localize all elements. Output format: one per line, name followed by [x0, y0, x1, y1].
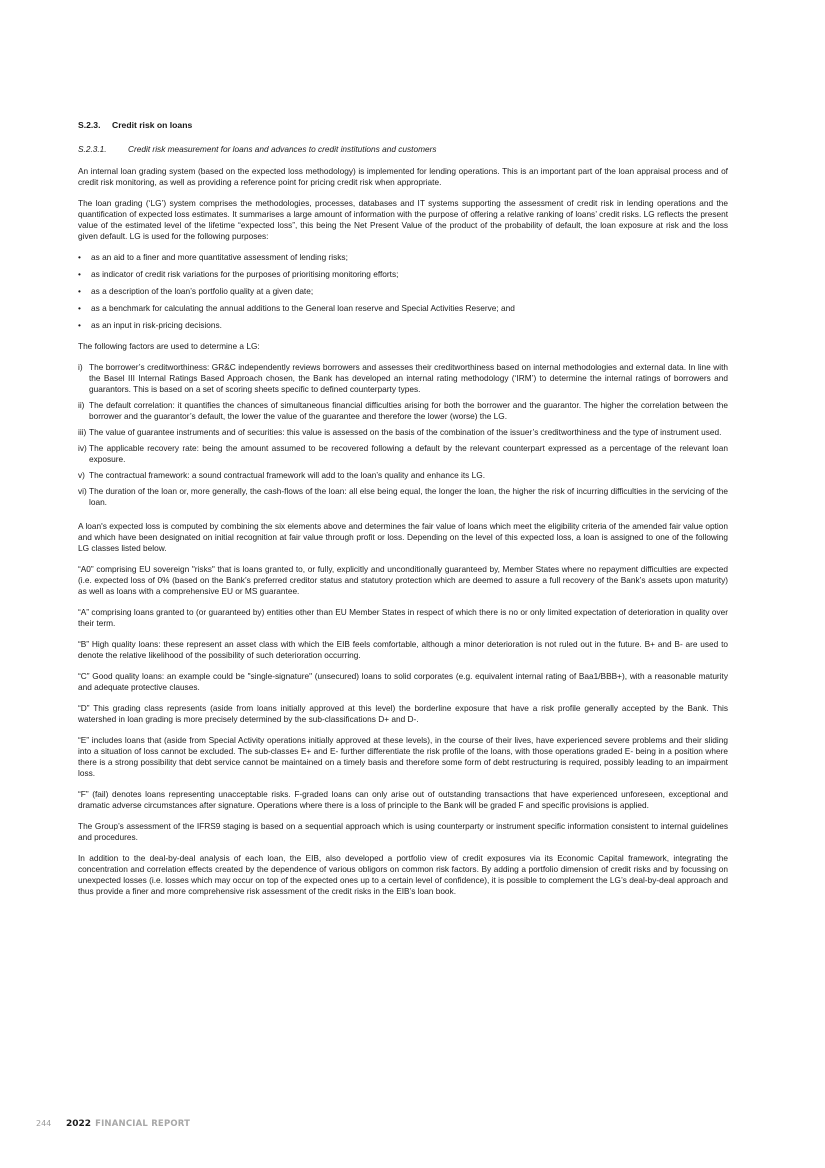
purpose-list: [78, 252, 728, 331]
paragraph: The loan grading (‘LG’) system comprises the methodologies, processes, databases and IT systems supporting the assessment of credit risk in lending operations and the quantification of expected loss estimates. It summarises a large amount of information with the purpose of offering a relative ranking of loans’ credit risks. LG reflects the present value of the estimated level of the lifetime “expected loss”, this being the Net Present Value of the product of the probability of default, the loan exposure at risk and the loss given default. LG is used for the following purposes:: [78, 198, 728, 241]
factor-item: ii) The default correlation: it quantifies the chances of simultaneous financial difficulties arising for both the borrower and the guarantor. The higher the correlation between the borrower and the guarantor’s default, the lower the value of the guarantee and therefore the lower (worse) the LG.: [78, 400, 728, 421]
report-year: 2022: [66, 1119, 92, 1129]
grade-e-paragraph: “E” includes loans that (aside from Special Activity operations initially approved at these levels), in the course of their lives, have experienced severe problems and their sliding into a situation of loss cannot be excluded. The sub-classes E+ and E- further differentiate the risk profile of the loans, with those operations graded E- being in a position where there is a strong possibility that debt service cannot be maintained on a timely basis and therefore some form of debt restructuring is required, possibly leading to an impairment loss.: [78, 735, 728, 778]
page-number: 244: [36, 1119, 52, 1128]
list-item: • as an aid to a finer and more quantitative assessment of lending risks;: [78, 252, 348, 262]
paragraph: In addition to the deal-by-deal analysis of each loan, the EIB, also developed a portfolio view of credit exposures via its Economic Capital framework, integrating the concentration and correlation effects created by the dependence of various obligors on common risk factors. By adding a portfolio dimension of credit risks and by focussing on unexpected losses (i.e. losses which may occur on top of the expected ones up to a certain level of confidence), it is possible to complement the LG’s deal-by-deal approach and thus provide a finer and more comprehensive risk assessment of the credit risks in the EIB’s loan book.: [78, 853, 728, 896]
factor-item: iii) The value of guarantee instruments and of securities: this value is assessed on the basis of the combination of the issuer’s creditworthiness and the type of instrument used.: [78, 427, 722, 437]
factor-item: i) The borrower’s creditworthiness: GR&C independently reviews borrowers and assesses their creditworthiness based on internal methodologies and external data. In line with the Basel III Internal Ratings Based Approach chosen, the Bank has developed an internal rating methodology (‘IRM’) to determine the internal ratings of borrowers and guarantors. This is based on a set of scoring sheets specific to defined counterparty types.: [78, 362, 728, 394]
subsection-title: Credit risk measurement for loans and advances to credit institutions and customers: [128, 144, 437, 154]
grade-d-paragraph: “D” This grading class represents (aside from loans initially approved at this level) the borderline exposure that have a risk profile generally accepted by the Bank. This watershed in loan grading is more precisely determined by the sub-classifications D+ and D-.: [78, 703, 728, 724]
factor-marker: v): [78, 470, 85, 480]
document-body: [78, 120, 728, 907]
paragraph: A loan's expected loss is computed by combining the six elements above and determines the fair value of loans which meet the eligibility criteria of the amended fair value option and which have been designated on initial recognition at fair value through profit or loss. Depending on the level of this expected loss, a loan is assigned to one of the following LG classes listed below.: [78, 521, 728, 553]
list-item: • as a description of the loan’s portfolio quality at a given date;: [78, 286, 314, 296]
paragraph: An internal loan grading system (based on the expected loss methodology) is implemented for lending operations. This is an important part of the loan appraisal process and of credit risk monitoring, as well as providing a reference point for pricing credit risk when appropriate.: [78, 166, 728, 187]
factor-item: iv) The applicable recovery rate: being the amount assumed to be recovered following a default by the relevant counterpart expressed as a percentage of the relevant loan exposure.: [78, 443, 728, 464]
grade-b-paragraph: “B” High quality loans: these represent an asset class with which the EIB feels comfortable, although a minor deterioration is not ruled out in the future. B+ and B- are used to denote the relative likelihood of the possibility of such deterioration occurring.: [78, 639, 728, 660]
subsection-number: S.2.3.1.: [78, 144, 107, 154]
factor-item: vi) The duration of the loan or, more generally, the cash-flows of the loan: all else being equal, the longer the loan, the higher the risk of incurring difficulties in the servicing of the loan.: [78, 486, 728, 507]
bullet-icon: •: [78, 303, 81, 313]
report-title: FINANCIAL REPORT: [95, 1119, 191, 1129]
bullet-icon: •: [78, 252, 81, 262]
paragraph: The Group’s assessment of the IFRS9 staging is based on a sequential approach which is using counterparty or instrument specific information consistent to internal guidelines and procedures.: [78, 821, 728, 842]
page-footer: [36, 1119, 190, 1129]
section-title: Credit risk on loans: [112, 120, 193, 130]
section-number: S.2.3.: [78, 120, 101, 130]
grade-c-paragraph: “C” Good quality loans: an example could be "single-signature" (unsecured) loans to solid corporates (e.g. equivalent internal rating of Baa1/BBB+), with a reasonable maturity and adequate protective clauses.: [78, 671, 728, 692]
subsection-heading: [78, 144, 728, 155]
factor-marker: i): [78, 362, 83, 372]
grade-f-paragraph: “F” (fail) denotes loans representing unacceptable risks. F-graded loans can only arise out of outstanding transactions that have experienced unforeseen, exceptional and dramatic adverse circumstances after signature. Operations where there is a loss of principle to the Bank will be graded F and specific provisions is applied.: [78, 789, 728, 810]
factors-intro: The following factors are used to determine a LG:: [78, 341, 260, 351]
factor-marker: iv): [78, 443, 87, 453]
list-item: • as indicator of credit risk variations for the purposes of prioritising monitoring efforts;: [78, 269, 399, 279]
factor-marker: ii): [78, 400, 85, 410]
bullet-icon: •: [78, 320, 81, 330]
bullet-icon: •: [78, 269, 81, 279]
factors-list: [78, 362, 728, 508]
bullet-icon: •: [78, 286, 81, 296]
factor-marker: vi): [78, 486, 87, 496]
grade-a-paragraph: “A” comprising loans granted to (or guaranteed by) entities other than EU Member States in respect of which there is no or only limited expectation of deterioration in quality over their term.: [78, 607, 728, 628]
factor-item: v) The contractual framework: a sound contractual framework will add to the loan’s quality and enhance its LG.: [78, 470, 486, 480]
section-heading: [78, 120, 728, 131]
list-item: • as a benchmark for calculating the annual additions to the General loan reserve and Special Activities Reserve; and: [78, 303, 515, 313]
factor-marker: iii): [78, 427, 87, 437]
list-item: • as an input in risk-pricing decisions.: [78, 320, 222, 330]
grade-a0-paragraph: “A0” comprising EU sovereign "risks" that is loans granted to, or fully, explicitly and unconditionally guaranteed by, Member States where no repayment difficulties are expected (i.e. expected loss of 0% (based on the Bank’s preferred creditor status and statutory protection which are deemed to assure a full recovery of the Bank’s assets upon maturity) as well as loans with a comprehensive EU or MS guarantee.: [78, 564, 728, 596]
